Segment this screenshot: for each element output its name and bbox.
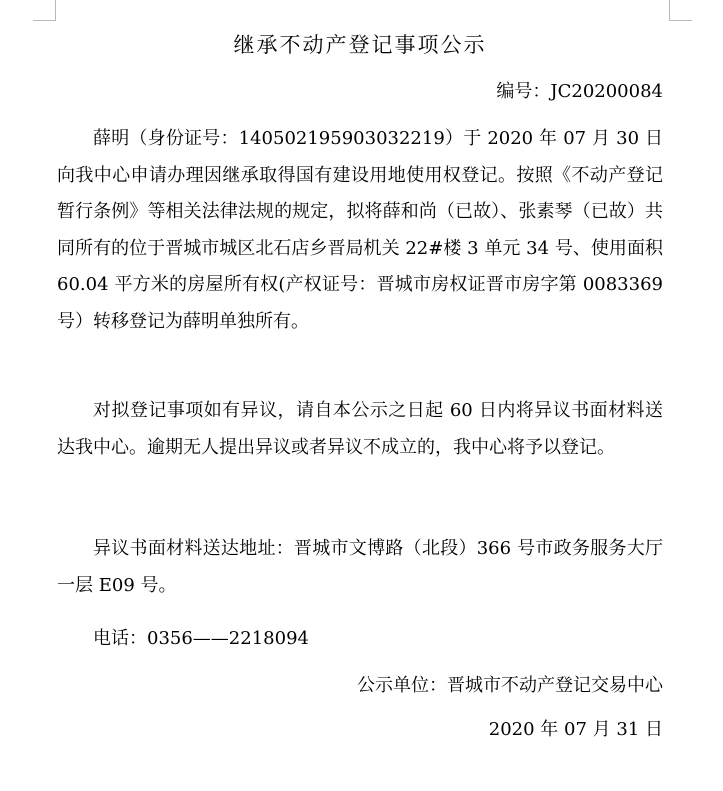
paragraph-application: 薛明（身份证号：140502195903032219）于 2020 年 07 月 30 日向我中心申请办理因继承取得国有建设用地使用权登记。按照《不动产登记暂行条例》等相关法律法规的规定，拟将薛和尚（已故）、张素琴（已故）共同所有的位于晋城市城区北石店乡晋局机关 22#楼 3 单元 34 号、使用面积 60.04 平方米的房屋所有权(产权证号：晋城市房权证晋市房字第 0083369 号）转移登记为薛明单独所有。: [57, 128, 663, 332]
serial-number: 编号：JC20200084: [496, 81, 663, 102]
paragraph-phone: 电话：0356——2218094: [93, 628, 309, 649]
signature-date: 2020 年 07 月 31 日: [488, 719, 663, 740]
paragraph-objection-notice: 对拟登记事项如有异议，请自本公示之日起 60 日内将异议书面材料送达我中心。逾期无人提出异议或者异议不成立的，我中心将予以登记。: [57, 400, 663, 458]
page-corner-mark-right: [669, 0, 692, 21]
signature-organization: 公示单位：晋城市不动产登记交易中心: [357, 675, 663, 696]
document-title: 继承不动产登记事项公示: [233, 33, 487, 57]
page-corner-mark-left: [33, 0, 56, 21]
paragraph-objection-address: 异议书面材料送达地址：晋城市文博路（北段）366 号市政务服务大厅一层 E09 号。: [57, 538, 663, 596]
